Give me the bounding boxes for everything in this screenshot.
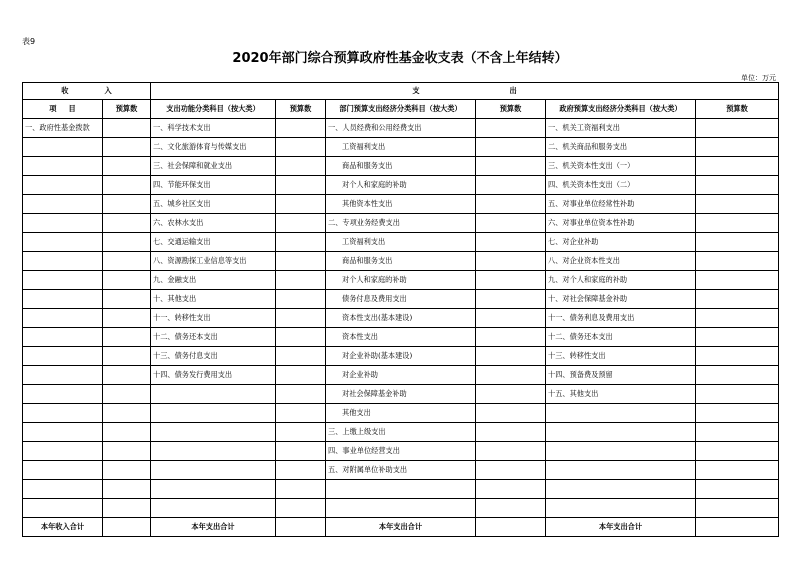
gov-budget-cell [696, 480, 779, 499]
func-item-cell: 八、资源勘探工业信息等支出 [151, 252, 276, 271]
income-budget-cell [103, 271, 151, 290]
func-item-cell [151, 423, 276, 442]
gov-budget-cell [696, 461, 779, 480]
table-row [23, 233, 779, 252]
income-budget-cell [103, 233, 151, 252]
func-budget-cell [276, 252, 326, 271]
func-item-cell [151, 461, 276, 480]
income-header: 收 入 [23, 83, 151, 100]
func-budget-cell [276, 195, 326, 214]
income-item-cell [23, 328, 103, 347]
func-item-cell [151, 499, 276, 518]
table-row [23, 271, 779, 290]
gov-budget-cell [696, 423, 779, 442]
func-item-cell: 四、节能环保支出 [151, 176, 276, 195]
income-budget-cell [103, 423, 151, 442]
income-item-cell [23, 290, 103, 309]
func-budget-cell [276, 366, 326, 385]
dept-budget-cell [476, 157, 546, 176]
income-budget-cell [103, 347, 151, 366]
gov-budget-cell [696, 214, 779, 233]
income-budget-cell [103, 442, 151, 461]
gov-econ-item-cell: 十四、预备费及预留 [546, 366, 696, 385]
gov-budget-cell [696, 252, 779, 271]
table-row [23, 214, 779, 233]
dept-total-value [476, 518, 546, 537]
gov-budget-cell [696, 442, 779, 461]
table-row [23, 442, 779, 461]
income-budget-cell [103, 214, 151, 233]
income-item-cell [23, 176, 103, 195]
table-row [23, 328, 779, 347]
gov-econ-item-cell: 一、机关工资福利支出 [546, 119, 696, 138]
gov-budget-cell [696, 119, 779, 138]
func-budget-cell [276, 138, 326, 157]
dept-budget-cell [476, 309, 546, 328]
func-item-cell: 十二、债务还本支出 [151, 328, 276, 347]
func-budget-cell [276, 119, 326, 138]
dept-budget-cell [476, 480, 546, 499]
func-budget-cell [276, 423, 326, 442]
gov-budget-cell [696, 233, 779, 252]
gov-budget-cell [696, 157, 779, 176]
income-budget-cell [103, 366, 151, 385]
func-item-cell: 六、农林水支出 [151, 214, 276, 233]
income-budget-cell [103, 385, 151, 404]
dept-econ-item-cell: 其他资本性支出 [326, 195, 476, 214]
gov-econ-item-cell [546, 404, 696, 423]
table-row [23, 366, 779, 385]
table-row [23, 157, 779, 176]
dept-econ-item-cell: 工资福利支出 [326, 138, 476, 157]
income-budget-cell [103, 195, 151, 214]
gov-budget-cell [696, 366, 779, 385]
gov-budget-cell [696, 404, 779, 423]
func-budget-cell [276, 404, 326, 423]
gov-budget-cell [696, 328, 779, 347]
func-budget-cell [276, 385, 326, 404]
gov-econ-item-cell: 十一、债务利息及费用支出 [546, 309, 696, 328]
income-item-cell [23, 157, 103, 176]
gov-budget-cell [696, 347, 779, 366]
income-budget-cell [103, 157, 151, 176]
gov-econ-item-cell: 十二、债务还本支出 [546, 328, 696, 347]
dept-econ-item-cell: 对社会保障基金补助 [326, 385, 476, 404]
header-row-2 [23, 100, 779, 119]
dept-econ-item-cell: 二、专项业务经费支出 [326, 214, 476, 233]
income-item-cell [23, 499, 103, 518]
func-item-cell: 十一、转移性支出 [151, 309, 276, 328]
dept-budget-cell [476, 461, 546, 480]
table-row [23, 176, 779, 195]
func-item-cell [151, 480, 276, 499]
total-row [23, 518, 779, 537]
gov-budget-cell [696, 271, 779, 290]
gov-budget-cell [696, 176, 779, 195]
dept-econ-item-cell: 对企业补助(基本建设) [326, 347, 476, 366]
income-item-cell [23, 309, 103, 328]
dept-econ-item-cell: 资本性支出(基本建设) [326, 309, 476, 328]
unit-label: 单位：万元 [741, 74, 776, 82]
income-budget-cell [103, 461, 151, 480]
gov-budget-cell [696, 195, 779, 214]
gov-econ-item-cell [546, 423, 696, 442]
col-budget-header: 预算数 [476, 100, 546, 119]
dept-budget-cell [476, 347, 546, 366]
income-budget-cell [103, 119, 151, 138]
dept-budget-cell [476, 385, 546, 404]
table-row [23, 404, 779, 423]
income-item-cell [23, 366, 103, 385]
func-item-cell: 一、科学技术支出 [151, 119, 276, 138]
income-budget-cell [103, 138, 151, 157]
col-func-header: 支出功能分类科目（按大类） [151, 100, 276, 119]
func-item-cell: 五、城乡社区支出 [151, 195, 276, 214]
dept-econ-item-cell: 其他支出 [326, 404, 476, 423]
func-budget-cell [276, 271, 326, 290]
func-budget-cell [276, 233, 326, 252]
dept-budget-cell [476, 404, 546, 423]
func-budget-cell [276, 442, 326, 461]
expense-header: 支 出 [151, 83, 779, 100]
func-budget-cell [276, 328, 326, 347]
page-title: 2020年部门综合预算政府性基金收支表（不含上年结转） [232, 51, 568, 66]
dept-budget-cell [476, 233, 546, 252]
gov-econ-item-cell: 九、对个人和家庭的补助 [546, 271, 696, 290]
dept-budget-cell [476, 271, 546, 290]
dept-econ-item-cell [326, 499, 476, 518]
table-row [23, 252, 779, 271]
income-item-cell [23, 271, 103, 290]
income-budget-cell [103, 252, 151, 271]
dept-budget-cell [476, 423, 546, 442]
dept-budget-cell [476, 214, 546, 233]
income-item-cell [23, 385, 103, 404]
income-item-cell [23, 214, 103, 233]
table-row [23, 480, 779, 499]
table-row [23, 499, 779, 518]
gov-econ-item-cell: 八、对企业资本性支出 [546, 252, 696, 271]
func-budget-cell [276, 499, 326, 518]
income-item-cell [23, 442, 103, 461]
dept-total-label: 本年支出合计 [326, 518, 476, 537]
func-item-cell [151, 385, 276, 404]
func-item-cell: 十三、债务付息支出 [151, 347, 276, 366]
budget-table [22, 82, 779, 537]
dept-econ-item-cell: 对个人和家庭的补助 [326, 176, 476, 195]
dept-econ-item-cell: 三、上缴上级支出 [326, 423, 476, 442]
dept-econ-item-cell: 资本性支出 [326, 328, 476, 347]
gov-econ-item-cell: 三、机关资本性支出（一） [546, 157, 696, 176]
table-row [23, 195, 779, 214]
dept-econ-item-cell: 对企业补助 [326, 366, 476, 385]
gov-econ-item-cell: 四、机关资本性支出（二） [546, 176, 696, 195]
dept-econ-item-cell: 四、事业单位经营支出 [326, 442, 476, 461]
gov-econ-item-cell [546, 499, 696, 518]
dept-econ-item-cell [326, 480, 476, 499]
dept-budget-cell [476, 252, 546, 271]
gov-econ-item-cell: 二、机关商品和服务支出 [546, 138, 696, 157]
dept-econ-item-cell: 一、人员经费和公用经费支出 [326, 119, 476, 138]
func-total-value [276, 518, 326, 537]
dept-econ-item-cell: 债务付息及费用支出 [326, 290, 476, 309]
dept-budget-cell [476, 138, 546, 157]
dept-econ-item-cell: 商品和服务支出 [326, 157, 476, 176]
func-item-cell [151, 442, 276, 461]
func-item-cell: 七、交通运输支出 [151, 233, 276, 252]
income-item-cell [23, 347, 103, 366]
dept-econ-item-cell: 商品和服务支出 [326, 252, 476, 271]
func-budget-cell [276, 480, 326, 499]
func-budget-cell [276, 214, 326, 233]
func-item-cell: 十、其他支出 [151, 290, 276, 309]
income-item-cell [23, 233, 103, 252]
dept-budget-cell [476, 176, 546, 195]
table-row [23, 347, 779, 366]
col-gov-econ-header: 政府预算支出经济分类科目（按大类） [546, 100, 696, 119]
col-budget-header: 预算数 [696, 100, 779, 119]
col-dept-econ-header: 部门预算支出经济分类科目（按大类） [326, 100, 476, 119]
func-item-cell: 二、文化旅游体育与传媒支出 [151, 138, 276, 157]
func-budget-cell [276, 309, 326, 328]
table-row [23, 309, 779, 328]
table-row [23, 138, 779, 157]
dept-budget-cell [476, 442, 546, 461]
income-item-cell [23, 195, 103, 214]
func-item-cell: 九、金融支出 [151, 271, 276, 290]
gov-econ-item-cell: 六、对事业单位资本性补助 [546, 214, 696, 233]
func-item-cell [151, 404, 276, 423]
gov-econ-item-cell [546, 480, 696, 499]
gov-econ-item-cell: 十五、其他支出 [546, 385, 696, 404]
dept-budget-cell [476, 366, 546, 385]
gov-econ-item-cell: 七、对企业补助 [546, 233, 696, 252]
income-item-cell [23, 461, 103, 480]
table-row [23, 385, 779, 404]
func-budget-cell [276, 461, 326, 480]
dept-budget-cell [476, 195, 546, 214]
income-item-cell [23, 252, 103, 271]
income-budget-cell [103, 328, 151, 347]
func-budget-cell [276, 347, 326, 366]
income-item-cell [23, 480, 103, 499]
income-item-cell [23, 138, 103, 157]
table-row [23, 461, 779, 480]
gov-econ-item-cell: 十、对社会保障基金补助 [546, 290, 696, 309]
func-budget-cell [276, 176, 326, 195]
gov-budget-cell [696, 385, 779, 404]
gov-budget-cell [696, 499, 779, 518]
dept-econ-item-cell: 工资福利支出 [326, 233, 476, 252]
gov-econ-item-cell: 十三、转移性支出 [546, 347, 696, 366]
func-budget-cell [276, 157, 326, 176]
income-budget-cell [103, 480, 151, 499]
income-budget-cell [103, 176, 151, 195]
table-row [23, 290, 779, 309]
dept-budget-cell [476, 290, 546, 309]
dept-budget-cell [476, 119, 546, 138]
income-budget-cell [103, 499, 151, 518]
gov-econ-item-cell [546, 442, 696, 461]
func-total-label: 本年支出合计 [151, 518, 276, 537]
gov-total-value [696, 518, 779, 537]
table-row [23, 119, 779, 138]
func-item-cell: 十四、债务发行费用支出 [151, 366, 276, 385]
table-row [23, 423, 779, 442]
col-budget-header: 预算数 [103, 100, 151, 119]
gov-budget-cell [696, 138, 779, 157]
income-item-cell: 一、政府性基金拨款 [23, 119, 103, 138]
gov-budget-cell [696, 309, 779, 328]
sheet-label: 表9 [22, 37, 36, 46]
dept-econ-item-cell: 五、对附属单位补助支出 [326, 461, 476, 480]
income-total-value [103, 518, 151, 537]
dept-budget-cell [476, 328, 546, 347]
gov-econ-item-cell [546, 461, 696, 480]
col-budget-header: 预算数 [276, 100, 326, 119]
income-budget-cell [103, 290, 151, 309]
gov-budget-cell [696, 290, 779, 309]
func-item-cell: 三、社会保障和就业支出 [151, 157, 276, 176]
income-budget-cell [103, 309, 151, 328]
income-item-cell [23, 423, 103, 442]
dept-budget-cell [476, 499, 546, 518]
func-budget-cell [276, 290, 326, 309]
gov-econ-item-cell: 五、对事业单位经常性补助 [546, 195, 696, 214]
income-item-cell [23, 404, 103, 423]
income-budget-cell [103, 404, 151, 423]
dept-econ-item-cell: 对个人和家庭的补助 [326, 271, 476, 290]
col-item-header: 项 目 [23, 100, 103, 119]
header-row-1 [23, 83, 779, 100]
gov-total-label: 本年支出合计 [546, 518, 696, 537]
income-total-label: 本年收入合计 [23, 518, 103, 537]
